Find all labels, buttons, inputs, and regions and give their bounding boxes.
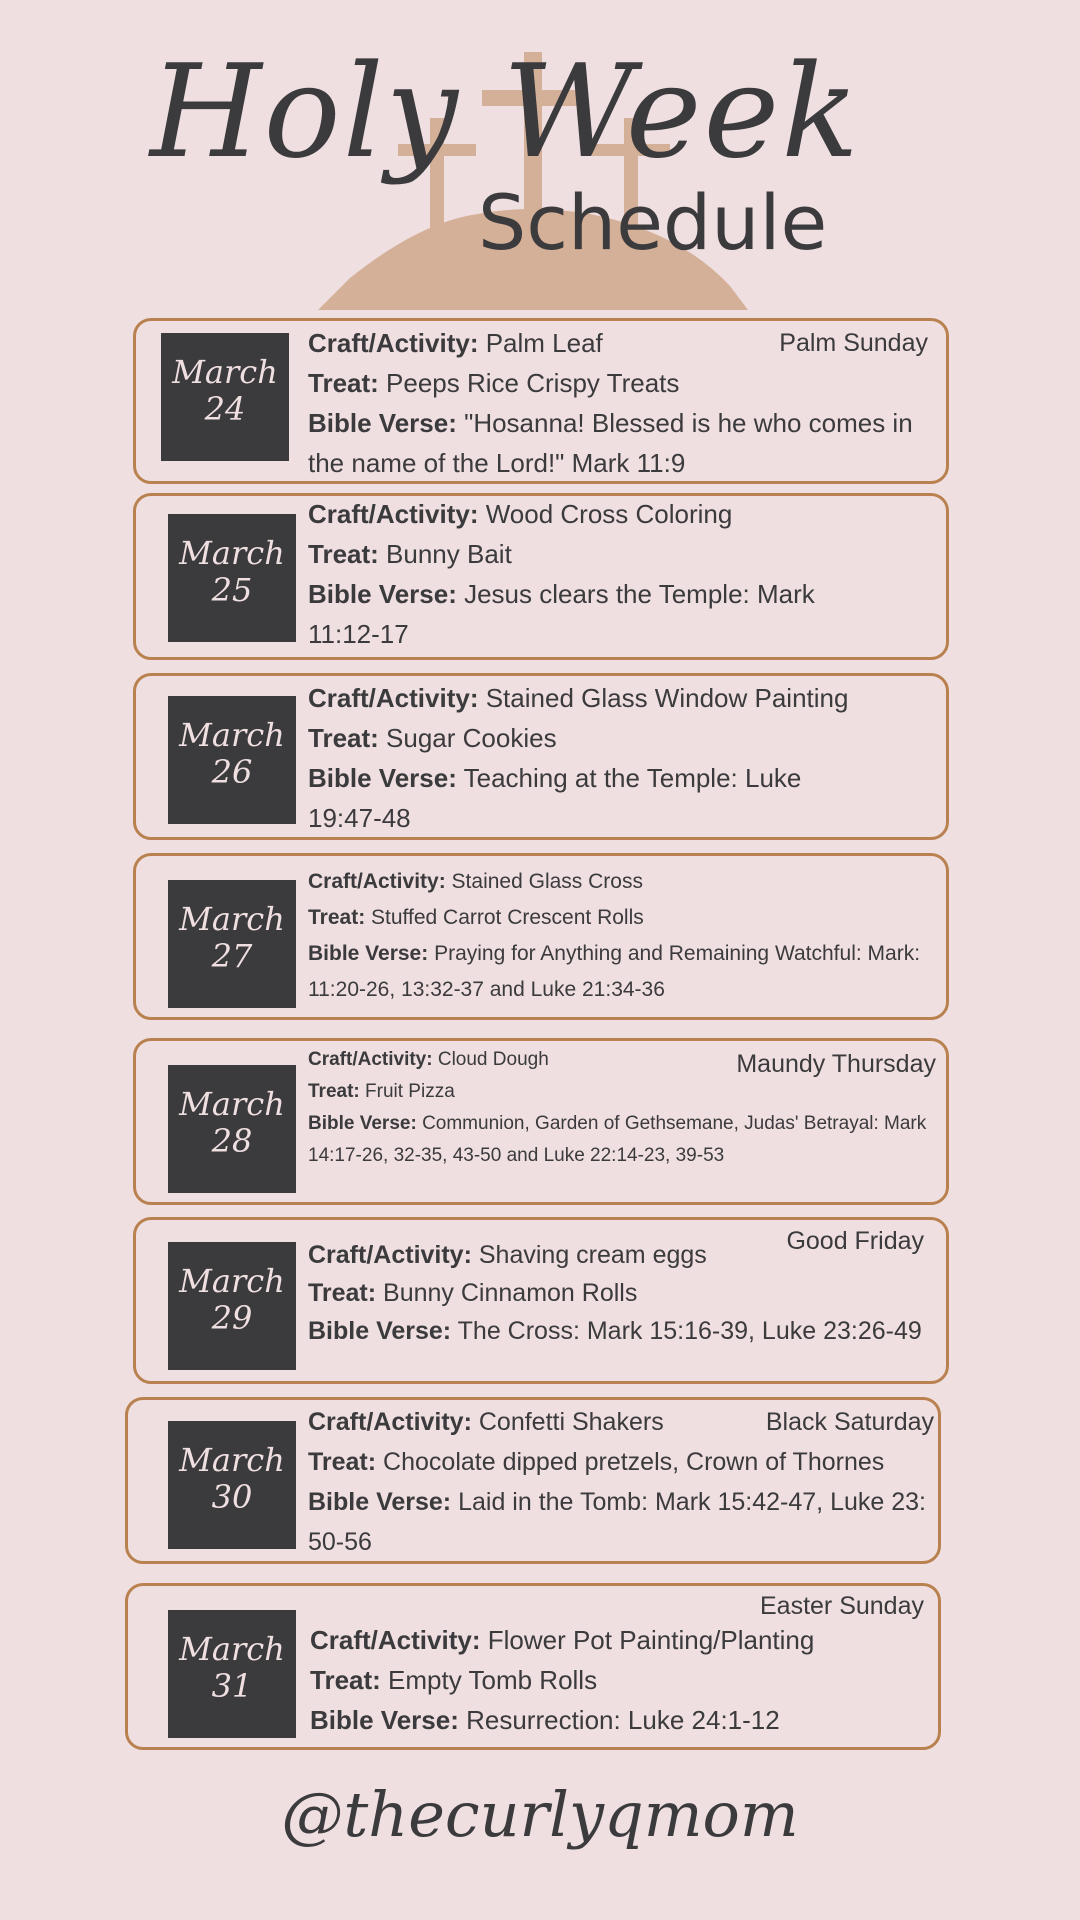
craft-label: Craft/Activity: xyxy=(308,1408,472,1436)
date-month: March xyxy=(179,534,285,572)
treat-value: Empty Tomb Rolls xyxy=(388,1665,598,1695)
treat-label: Treat: xyxy=(308,906,366,929)
date-day: 31 xyxy=(211,1667,253,1705)
craft-row xyxy=(308,1402,938,1442)
treat-label: Treat: xyxy=(308,1279,377,1307)
craft-value: Wood Cross Coloring xyxy=(485,499,733,529)
date-box xyxy=(168,880,296,1008)
social-handle: @thecurlyqmom xyxy=(281,1778,799,1851)
craft-label: Craft/Activity: xyxy=(308,1241,472,1269)
craft-value: Shaving cream eggs xyxy=(478,1241,707,1269)
date-day: 28 xyxy=(211,1122,253,1160)
treat-label: Treat: xyxy=(308,1081,360,1102)
verse-value: Praying for Anything and Remaining Watchful: Mark: 11:20-26, 13:32-37 and Luke 21:34-36 xyxy=(308,942,921,1001)
date-month: March xyxy=(179,1630,285,1668)
day-name: Easter Sunday xyxy=(760,1592,924,1620)
verse-label: Bible Verse: xyxy=(308,942,429,965)
day-card-march-25 xyxy=(133,493,949,660)
card-text xyxy=(308,1044,928,1172)
treat-value: Chocolate dipped pretzels, Crown of Thornes xyxy=(383,1448,885,1476)
craft-value: Stained Glass Cross xyxy=(451,870,643,893)
craft-value: Flower Pot Painting/Planting xyxy=(487,1625,815,1655)
date-box xyxy=(168,1610,296,1738)
craft-value: Stained Glass Window Painting xyxy=(485,683,849,713)
date-day: 26 xyxy=(211,753,253,791)
date-box xyxy=(168,514,296,642)
craft-value: Confetti Shakers xyxy=(478,1408,664,1436)
treat-row xyxy=(308,900,938,936)
date-day: 27 xyxy=(211,937,253,975)
title-script: Holy Week xyxy=(150,38,861,187)
card-text xyxy=(308,678,868,838)
craft-row xyxy=(308,494,878,534)
card-text xyxy=(308,1236,938,1350)
day-card-march-26 xyxy=(133,673,949,840)
treat-row xyxy=(310,1660,910,1700)
treat-value: Sugar Cookies xyxy=(386,723,557,753)
treat-value: Bunny Cinnamon Rolls xyxy=(383,1279,638,1307)
verse-row xyxy=(308,936,938,1008)
date-month: March xyxy=(179,1441,285,1479)
verse-label: Bible Verse: xyxy=(308,1113,417,1134)
craft-label: Craft/Activity: xyxy=(308,499,479,529)
verse-row xyxy=(308,1482,938,1562)
day-name: Good Friday xyxy=(786,1227,924,1255)
card-text xyxy=(308,864,938,1008)
treat-label: Treat: xyxy=(308,539,379,569)
treat-row xyxy=(308,363,928,403)
craft-value: Cloud Dough xyxy=(437,1049,549,1070)
date-day: 25 xyxy=(211,571,253,609)
craft-row xyxy=(308,1236,938,1274)
date-day: 29 xyxy=(211,1299,253,1337)
day-name: Black Saturday xyxy=(765,1408,934,1436)
card-text xyxy=(308,494,878,654)
treat-row xyxy=(308,534,878,574)
day-card-march-24 xyxy=(133,318,949,484)
verse-row xyxy=(308,1108,928,1172)
verse-label: Bible Verse: xyxy=(308,408,457,438)
craft-value: Palm Leaf xyxy=(485,328,603,358)
verse-label: Bible Verse: xyxy=(310,1705,459,1735)
treat-label: Treat: xyxy=(308,723,379,753)
verse-row xyxy=(308,403,928,483)
day-card-march-28 xyxy=(133,1038,949,1205)
verse-value: "Hosanna! Blessed is he who comes in the name of the Lord!" Mark 11:9 xyxy=(308,408,913,478)
verse-value: Resurrection: Luke 24:1-12 xyxy=(466,1705,780,1735)
date-box xyxy=(161,333,289,461)
card-text xyxy=(310,1620,910,1740)
date-month: March xyxy=(179,900,285,938)
verse-row xyxy=(310,1700,910,1740)
treat-value: Fruit Pizza xyxy=(365,1081,455,1102)
verse-row xyxy=(308,758,868,838)
day-card-march-27 xyxy=(133,853,949,1020)
treat-value: Peeps Rice Crispy Treats xyxy=(386,368,680,398)
date-box xyxy=(168,696,296,824)
verse-value: The Cross: Mark 15:16-39, Luke 23:26-49 xyxy=(457,1317,922,1345)
verse-value: Laid in the Tomb: Mark 15:42-47, Luke 23: 50-56 xyxy=(308,1488,926,1556)
treat-row xyxy=(308,1442,938,1482)
day-name: Maundy Thursday xyxy=(736,1050,936,1078)
craft-row xyxy=(308,323,928,363)
treat-label: Treat: xyxy=(308,1448,377,1476)
craft-row xyxy=(308,864,938,900)
date-month: March xyxy=(179,716,285,754)
date-day: 24 xyxy=(204,390,246,428)
date-month: March xyxy=(172,353,278,391)
treat-label: Treat: xyxy=(308,368,379,398)
treat-label: Treat: xyxy=(310,1665,381,1695)
date-day: 30 xyxy=(211,1478,253,1516)
day-name: Palm Sunday xyxy=(779,329,928,357)
craft-label: Craft/Activity: xyxy=(308,1049,433,1070)
card-text xyxy=(308,323,928,483)
verse-label: Bible Verse: xyxy=(308,579,457,609)
date-box xyxy=(168,1421,296,1549)
craft-row xyxy=(308,678,868,718)
treat-row xyxy=(308,718,868,758)
treat-row xyxy=(308,1076,928,1108)
treat-value: Bunny Bait xyxy=(386,539,512,569)
day-card-march-31 xyxy=(125,1583,941,1750)
date-box xyxy=(168,1242,296,1370)
craft-row xyxy=(310,1620,910,1660)
day-card-march-30 xyxy=(125,1397,941,1564)
header xyxy=(0,0,1080,320)
verse-value: Teaching at the Temple: Luke 19:47-48 xyxy=(308,763,802,833)
craft-label: Craft/Activity: xyxy=(308,870,446,893)
craft-label: Craft/Activity: xyxy=(310,1625,481,1655)
treat-value: Stuffed Carrot Crescent Rolls xyxy=(371,906,644,929)
verse-label: Bible Verse: xyxy=(308,1488,452,1516)
date-box xyxy=(168,1065,296,1193)
verse-value: Communion, Garden of Gethsemane, Judas' Betrayal: Mark 14:17-26, 32-35, 43-50 and Luke 22:14-23, 39-53 xyxy=(308,1113,927,1166)
treat-row xyxy=(308,1274,938,1312)
card-text xyxy=(308,1402,938,1562)
verse-row xyxy=(308,1312,938,1350)
date-month: March xyxy=(179,1262,285,1300)
verse-label: Bible Verse: xyxy=(308,763,457,793)
verse-row xyxy=(308,574,878,654)
verse-label: Bible Verse: xyxy=(308,1317,452,1345)
craft-row xyxy=(308,1044,928,1076)
craft-label: Craft/Activity: xyxy=(308,328,479,358)
verse-value: Jesus clears the Temple: Mark 11:12-17 xyxy=(308,579,815,649)
day-card-march-29 xyxy=(133,1217,949,1384)
date-month: March xyxy=(179,1085,285,1123)
craft-label: Craft/Activity: xyxy=(308,683,479,713)
title-subtitle: Schedule xyxy=(478,178,828,267)
